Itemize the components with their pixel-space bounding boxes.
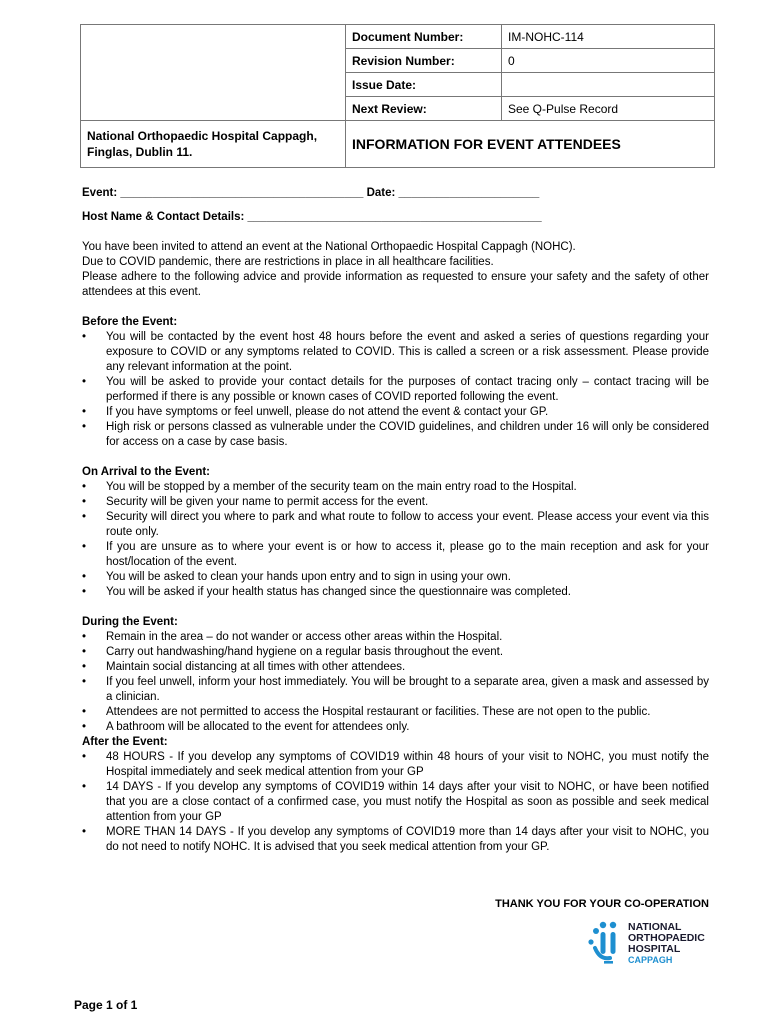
hospital-logo-icon [588, 920, 626, 968]
revision-label: Revision Number: [346, 49, 502, 73]
list-item: • Carry out handwashing/hand hygiene on a regular basis throughout the event. [82, 645, 709, 660]
during-list [82, 630, 709, 735]
section-heading-after: After the Event: [82, 736, 168, 748]
section-heading-during: During the Event: [82, 616, 178, 628]
intro-line: Please adhere to the following advice and provide information as requested to ensure your safety and the safety of other attendees at this event. [82, 271, 709, 298]
logo-wordmark: NATIONAL ORTHOPAEDIC HOSPITAL CAPPAGH [628, 921, 705, 965]
hospital-logo [588, 920, 713, 968]
list-item: • If you feel unwell, inform your host immediately. You will be brought to a separate area, given a mask and assessed by a clinician. [82, 675, 709, 705]
list-item: • Security will direct you where to park and what route to follow to access your event. Please access your event via this route only. [82, 510, 709, 540]
list-item: • You will be contacted by the event host 48 hours before the event and asked a series of questions regarding your exposure to COVID or any symptoms related to COVID. This is called a screen or a risk assessment. Please provide any relevant information at the point. [82, 330, 709, 375]
doc-number-label: Document Number: [346, 25, 502, 49]
list-item: • You will be stopped by a member of the security team on the main entry road to the Hospital. [82, 480, 709, 495]
list-item: • Attendees are not permitted to access the Hospital restaurant or facilities. These are not open to the public. [82, 705, 709, 720]
issue-date-value [502, 73, 715, 97]
event-date-field: Event: ______________________________________ Date: ______________________ [82, 187, 540, 199]
header-logo-cell [81, 25, 346, 121]
thank-you-text: THANK YOU FOR YOUR CO-OPERATION [495, 898, 709, 910]
page-number: Page 1 of 1 [74, 998, 138, 1012]
revision-value: 0 [502, 49, 715, 73]
list-item: • MORE THAN 14 DAYS - If you develop any symptoms of COVID19 more than 14 days after your visit to NOHC, you do not need to notify NOHC. It is advised that you seek medical attention from your GP. [82, 825, 709, 855]
list-item: • If you are unsure as to where your event is or how to access it, please go to the main reception and ask for your host/location of the event. [82, 540, 709, 570]
section-heading-before: Before the Event: [82, 316, 178, 328]
hospital-address: National Orthopaedic Hospital Cappagh, Finglas, Dublin 11. [81, 121, 346, 168]
list-item: • A bathroom will be allocated to the event for attendees only. [82, 720, 709, 735]
list-item: • You will be asked to clean your hands upon entry and to sign in using your own. [82, 570, 709, 585]
list-item: • Remain in the area – do not wander or access other areas within the Hospital. [82, 630, 709, 645]
list-item: • You will be asked if your health status has changed since the questionnaire was completed. [82, 585, 709, 600]
document-body [82, 186, 709, 855]
doc-number-value: IM-NOHC-114 [502, 25, 715, 49]
list-item: • Security will be given your name to permit access for the event. [82, 495, 709, 510]
list-item: • You will be asked to provide your contact details for the purposes of contact tracing only – contact tracing will be performed if there is any possible or known cases of COVID reported following the event. [82, 375, 709, 405]
next-review-label: Next Review: [346, 97, 502, 121]
host-details-field: Host Name & Contact Details: ______________________________________________ [82, 211, 542, 223]
list-item: • Maintain social distancing at all times with other attendees. [82, 660, 709, 675]
after-list [82, 750, 709, 855]
list-item: • 14 DAYS - If you develop any symptoms of COVID19 within 14 days after your visit to NOHC, or have been notified that you are a close contact of a confirmed case, you must notify the Hospital as soon as possible and seek medical attention from your GP [82, 780, 709, 825]
section-heading-arrival: On Arrival to the Event: [82, 466, 211, 478]
issue-date-label: Issue Date: [346, 73, 502, 97]
intro-line: Due to COVID pandemic, there are restrictions in place in all healthcare facilities. [82, 256, 494, 268]
next-review-value: See Q-Pulse Record [502, 97, 715, 121]
arrival-list [82, 480, 709, 600]
before-list [82, 330, 709, 450]
document-header-table [80, 24, 715, 168]
list-item: • 48 HOURS - If you develop any symptoms of COVID19 within 48 hours of your visit to NOHC, you must notify the Hospital immediately and seek medical attention from your GP [82, 750, 709, 780]
document-title: INFORMATION FOR EVENT ATTENDEES [346, 121, 715, 168]
list-item: • High risk or persons classed as vulnerable under the COVID guidelines, and children under 16 will only be considered for access on a case by case basis. [82, 420, 709, 450]
intro-line: You have been invited to attend an event at the National Orthopaedic Hospital Cappagh (NOHC). [82, 241, 576, 253]
list-item: • If you have symptoms or feel unwell, please do not attend the event & contact your GP. [82, 405, 709, 420]
